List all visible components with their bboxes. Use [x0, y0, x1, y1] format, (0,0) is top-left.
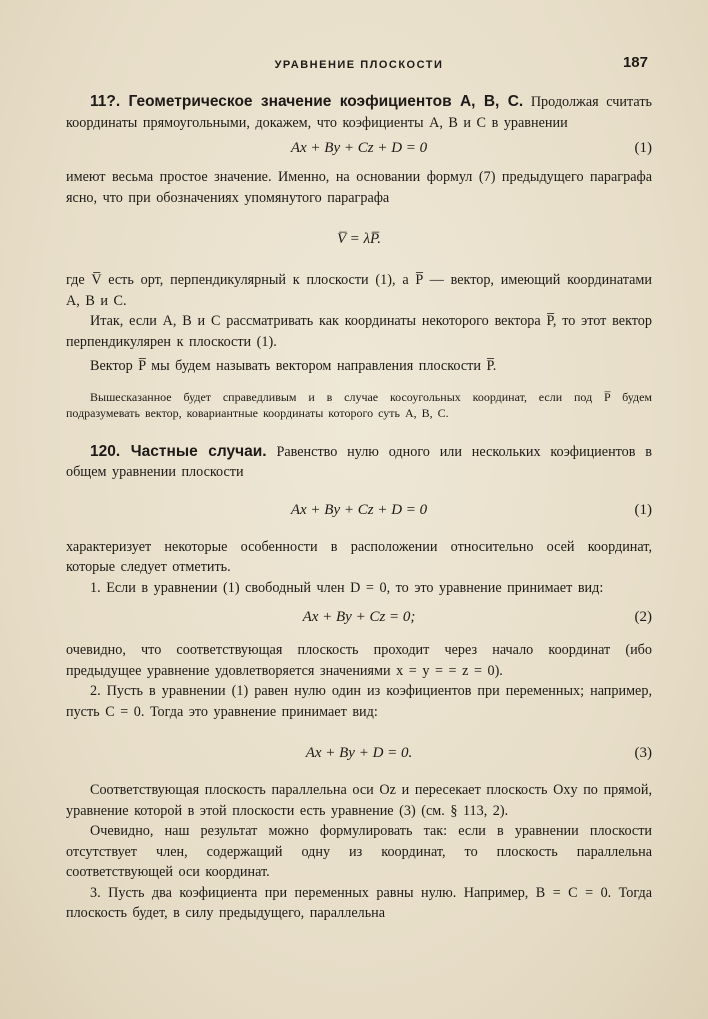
- section-119-heading: 11?. Геометрическое значение коэфициентов A, B, C.: [90, 93, 524, 110]
- running-head: УРАВНЕНИЕ ПЛОСКОСТИ: [274, 59, 444, 71]
- equation-v: [66, 224, 652, 254]
- section-120-heading: 120. Частные случаи.: [90, 442, 267, 460]
- section-119-paragraph-2: имеют весьма простое значение. Именно, на основании формул (7) предыдущего параграфа ясно, что при обозначениях упомянутого параграфа: [66, 169, 652, 206]
- section-119-paragraph-5: Вектор P̅ мы будем называть вектором направления плоскости P̅.: [90, 358, 497, 374]
- equation-3-number: (3): [634, 745, 652, 761]
- equation-v-text: V̅ = λP̅.: [337, 231, 381, 247]
- equation-1b-text: Ax + By + Cz + D = 0: [290, 501, 428, 518]
- equation-1-number: (1): [634, 140, 652, 156]
- equation-1-text: Ax + By + Cz + D = 0: [290, 140, 428, 156]
- section-120-paragraph-5: 2. Пусть в уравнении (1) равен нулю один из коэфициентов при переменных; например, пусть C = 0. Тогда это уравнение принимает вид:: [66, 683, 652, 720]
- section-119-paragraph-1: [66, 92, 652, 133]
- equation-2-number: (2): [634, 609, 652, 625]
- equation-1b-number: (1): [634, 501, 652, 518]
- section-120-intro: Равенство нулю одного или нескольких коэфициентов в общем уравнении плоскости: [66, 443, 652, 480]
- section-119-paragraph-4: Итак, если A, B и C рассматривать как координаты некоторого вектора P̅, то этот вектор перпендикулярен к плоскости (1).: [66, 313, 652, 350]
- section-120-paragraph-2: характеризует некоторые особенности в расположении относительно осей координат, которые следует отметить.: [66, 538, 652, 575]
- equation-3: [66, 738, 652, 768]
- page-header: [66, 50, 652, 80]
- section-119-footnote: [66, 389, 652, 422]
- section-120-paragraph-7: Очевидно, наш результат можно формулировать так: если в уравнении плоскости отсутствует член, содержащий одну из координат, то плоскость параллельна соответствующей оси координат.: [66, 823, 652, 880]
- section-119-small-text: Вышесказанное будет справедливым и в случае косоугольных координат, если под P̅ будем подразумевать вектор, ковариантные координаты которого суть A, B, C.: [66, 389, 652, 420]
- section-119-intro: Продолжая считать координаты прямоугольными, докажем, что коэфициенты A, B и C в уравнении: [66, 94, 652, 131]
- section-120-paragraph-1: [66, 442, 652, 483]
- section-120-paragraph-8: 3. Пусть два коэфициента при переменных равны нулю. Например, B = C = 0. Тогда плоскость будет, в силу предыдущего, параллельна: [66, 884, 652, 921]
- equation-2: [66, 602, 652, 632]
- section-120-paragraph-3: 1. Если в уравнении (1) свободный член D = 0, то это уравнение принимает вид:: [90, 579, 604, 596]
- equation-3-text: Ax + By + D = 0.: [305, 745, 413, 761]
- equation-2-text: Ax + By + Cz = 0;: [302, 609, 416, 625]
- section-120-paragraph-4: очевидно, что соответствующая плоскость проходит через начало координат (ибо предыдущее уравнение удовлетворяется значениями x = y = = z = 0).: [66, 642, 652, 679]
- section-120-paragraph-6: Соответствующая плоскость параллельна оси Oz и пересекает плоскость Oxy по прямой, уравнение которой в этой плоскости есть уравнение (3) (см. § 113, 2).: [66, 782, 652, 819]
- section-119-paragraph-3: где V̅ есть орт, перпендикулярный к плоскости (1), а P̅ — вектор, имеющий координатами A, B и C.: [66, 272, 652, 309]
- page-number: 187: [622, 54, 648, 71]
- equation-1b: [66, 495, 652, 525]
- equation-1: [66, 133, 652, 163]
